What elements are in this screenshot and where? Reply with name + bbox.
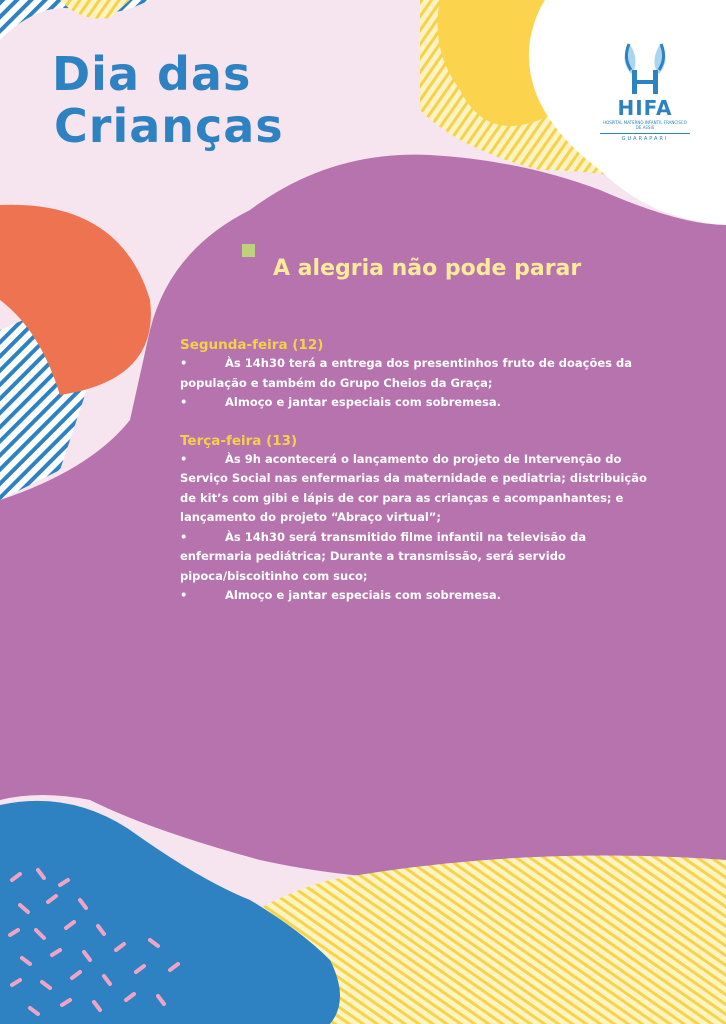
hifa-logo <box>600 40 690 142</box>
page-title <box>52 48 284 152</box>
list-item: • Almoço e jantar especiais com sobremesa. <box>180 393 650 413</box>
list-item: • Almoço e jantar especiais com sobremesa. <box>180 586 650 606</box>
tuesday-list <box>180 450 650 606</box>
title-line-1: Dia das <box>52 47 252 101</box>
section-heading: A alegria não pode parar <box>273 256 582 281</box>
list-item: • Às 9h acontecerá o lançamento do projeto de Intervenção do Serviço Social nas enfermarias da maternidade e pediatria; distribuição de kit’s com gibi e lápis de cor para as crianças e acompanhantes; e lançamento do projeto “Abraço virtual”; <box>180 451 647 524</box>
bunny-ears-h-icon <box>615 40 675 96</box>
logo-city: GUARAPARI <box>600 133 690 142</box>
bullet: • <box>180 451 188 466</box>
logo-subtitle: HOSPITAL MATERNO INFANTIL FRANCISCO DE ASSIS <box>603 120 687 130</box>
monday-list <box>180 354 650 413</box>
title-line-2: Crianças <box>54 99 284 153</box>
list-item: • Às 14h30 será transmitido filme infantil na televisão da enfermaria pediátrica; Durante a transmissão, será servido pipoca/biscoitinho com suco; <box>180 529 587 583</box>
bullet: • <box>180 356 188 370</box>
heading-row <box>242 244 650 281</box>
day-monday: Segunda-feira (12) <box>180 337 324 353</box>
day-tuesday: Terça-feira (13) <box>180 432 298 449</box>
bullet: • <box>180 588 188 602</box>
bullet: • <box>180 529 188 544</box>
list-item: • Às 14h30 terá a entrega dos presentinhos fruto de doações da população e também do Grupo Cheios da Graça; <box>180 356 633 390</box>
logo-name: HIFA <box>617 96 673 120</box>
heading-square-icon <box>242 244 255 257</box>
bullet: • <box>180 395 188 409</box>
schedule-content <box>180 244 650 606</box>
